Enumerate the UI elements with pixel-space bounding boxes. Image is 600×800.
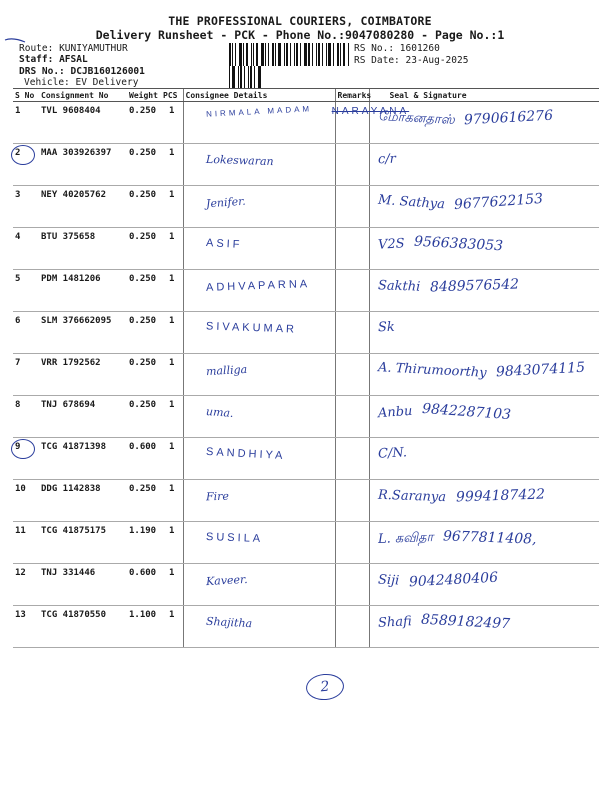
signature-cell [369, 606, 599, 648]
consignee-handwriting: ADHVAPARNA [205, 278, 310, 294]
weight-cell: 0.600 [127, 438, 161, 480]
consignee-cell [183, 480, 335, 522]
signature-handwriting: V2S [377, 236, 405, 253]
consignee-handwriting: Lokeswaran [205, 152, 274, 169]
drs-label: DRS No.: [19, 66, 65, 77]
weight-cell: 1.100 [127, 606, 161, 648]
signature-phone-handwriting: 9843074115 [495, 359, 586, 381]
drs-value: DCJB160126001 [70, 66, 145, 77]
runsheet-table [13, 88, 599, 648]
sno-cell [13, 312, 39, 354]
remarks-cell [335, 606, 369, 648]
sno-cell [13, 396, 39, 438]
pcs-cell: 1 [161, 228, 183, 270]
col-header-pcs: PCS [161, 89, 183, 102]
signature-cell [369, 522, 599, 564]
consignee-cell [183, 144, 335, 186]
consignee-handwriting: Jenifer. [205, 194, 246, 211]
table-row [13, 144, 599, 186]
table-row [13, 102, 599, 144]
consignment-no-cell: VRR 1792562 [39, 354, 127, 396]
consignee-handwriting: malliga [205, 362, 247, 379]
signature-cell [369, 270, 599, 312]
signature-handwriting: Siji [377, 572, 400, 589]
route-line [19, 43, 128, 54]
barcode-image [229, 43, 350, 66]
signature-phone-handwriting: 9790616276 [463, 107, 554, 129]
consignee-cell [183, 564, 335, 606]
table-row [13, 606, 599, 648]
col-header-signature: Seal & Signature [369, 89, 599, 102]
remarks-cell [335, 480, 369, 522]
signature-cell [369, 144, 599, 186]
weight-cell: 1.190 [127, 522, 161, 564]
sno-cell [13, 480, 39, 522]
signature-cell [369, 354, 599, 396]
table-row [13, 396, 599, 438]
consignee-handwriting: SUSILA [205, 531, 263, 545]
pcs-cell: 1 [161, 606, 183, 648]
sno-cell [13, 564, 39, 606]
signature-phone-handwriting: 9842287103 [421, 400, 512, 424]
consignment-no-cell: BTU 375658 [39, 228, 127, 270]
col-header-consignment: Consignment No [39, 89, 127, 102]
sno-cell [13, 354, 39, 396]
col-header-consignee: Consignee Details [183, 89, 335, 102]
consignee-handwriting: NIRMALA MADAM [205, 104, 312, 119]
signature-handwriting: மோகனதாஸ் [377, 109, 455, 128]
runsheet-title: THE PROFESSIONAL COURIERS, COIMBATORE [168, 14, 432, 28]
rs-no-value: 1601260 [399, 43, 440, 54]
sno-cell [13, 270, 39, 312]
consignment-no-cell: MAA 303926397 [39, 144, 127, 186]
sno-cell [13, 522, 39, 564]
signature-cell [369, 186, 599, 228]
signature-phone-handwriting: 8489576542 [429, 276, 520, 296]
consignee-handwriting: Shajitha [205, 614, 252, 631]
consignee-handwriting: Fire [205, 489, 229, 504]
consignee-handwriting: SIVAKUMAR [205, 320, 297, 336]
signature-phone-handwriting: 9677622153 [453, 190, 544, 214]
sno-value: 3 [15, 190, 21, 200]
signature-handwriting: M. Sathya [377, 192, 445, 213]
signature-cell [369, 480, 599, 522]
sno-value: 7 [15, 358, 21, 368]
signature-handwriting: R.Saranya [377, 487, 446, 506]
consignment-no-cell: TCG 41871398 [39, 438, 127, 480]
route-value: KUNIYAMUTHUR [59, 43, 128, 54]
pcs-cell: 1 [161, 354, 183, 396]
staff-label: Staff: [19, 54, 54, 65]
pcs-cell: 1 [161, 564, 183, 606]
drs-line [19, 66, 145, 77]
col-header-weight: Weight [127, 89, 161, 102]
consignee-cell [183, 522, 335, 564]
pcs-cell: 1 [161, 144, 183, 186]
pen-stroke-mark [3, 36, 29, 48]
consignee-cell [183, 102, 410, 144]
weight-cell: 0.250 [127, 396, 161, 438]
sno-value: 6 [15, 316, 21, 326]
table-row [13, 480, 599, 522]
signature-handwriting: L. கவிதா [377, 530, 433, 547]
weight-cell: 0.250 [127, 354, 161, 396]
signature-handwriting: Sakthi [377, 278, 421, 295]
remarks-cell [335, 438, 369, 480]
pcs-cell: 1 [161, 270, 183, 312]
signature-cell [369, 564, 599, 606]
consignment-no-cell: SLM 376662095 [39, 312, 127, 354]
remarks-cell [335, 564, 369, 606]
consignee-cell [183, 186, 335, 228]
sno-circle-mark [11, 439, 35, 459]
remarks-cell [335, 354, 369, 396]
consignment-no-cell: TCG 41875175 [39, 522, 127, 564]
consignee-cell [183, 228, 335, 270]
signature-phone-handwriting: 9994187422 [455, 486, 545, 506]
signature-handwriting: Shafi [377, 614, 412, 631]
consignee-cell [183, 438, 335, 480]
signature-phone-handwriting: 8589182497 [420, 611, 511, 633]
remarks-cell [335, 522, 369, 564]
signature-handwriting: c/r [377, 151, 396, 168]
col-header-remarks: Remarks [335, 89, 369, 102]
signature-handwriting: C/N. [377, 445, 407, 462]
table-row [13, 438, 599, 480]
remarks-cell [335, 144, 369, 186]
rs-date-value: 23-Aug-2025 [405, 55, 469, 66]
sno-cell [13, 606, 39, 648]
consignee-cell [183, 270, 335, 312]
weight-cell: 0.250 [127, 144, 161, 186]
signature-cell [369, 438, 599, 480]
rs-no-line [354, 43, 440, 54]
sno-value: 8 [15, 400, 21, 410]
route-label: Route: [19, 43, 54, 54]
signature-phone-handwriting: 9677811408, [442, 528, 537, 548]
sno-value: 12 [15, 568, 26, 578]
remarks-cell [335, 312, 369, 354]
weight-cell: 0.250 [127, 480, 161, 522]
consignment-no-cell: TNJ 331446 [39, 564, 127, 606]
vehicle-label: Vehicle: [24, 77, 70, 88]
consignment-no-cell: PDM 1481206 [39, 270, 127, 312]
consignee-cell [183, 396, 335, 438]
consignee-handwriting: ASIF [205, 237, 243, 251]
staff-line [19, 54, 88, 65]
sno-value: 2 [15, 148, 20, 158]
signature-handwriting: A. Thirumoorthy [377, 360, 487, 381]
table-row [13, 354, 599, 396]
signature-cell [369, 312, 599, 354]
consignee-handwriting: Kaveer. [205, 572, 248, 589]
col-header-sno: S No [13, 89, 39, 102]
consignee-handwriting: uma. [205, 405, 234, 420]
weight-cell: 0.250 [127, 228, 161, 270]
consignment-no-cell: TCG 41870550 [39, 606, 127, 648]
vehicle-value: EV Delivery [75, 77, 139, 88]
consignee-handwriting: SANDHIYA [205, 445, 286, 463]
sno-value: 11 [15, 526, 26, 536]
sno-cell [13, 144, 39, 186]
pcs-cell: 1 [161, 438, 183, 480]
weight-cell: 0.250 [127, 270, 161, 312]
signature-handwriting: Anbu [377, 403, 413, 422]
table-row [13, 312, 599, 354]
sno-value: 1 [15, 106, 21, 116]
sno-cell [13, 438, 39, 480]
consignment-no-cell: DDG 1142838 [39, 480, 127, 522]
consignee-handwriting-line2: NARAYANA [331, 106, 410, 117]
signature-phone-handwriting: 9566383053 [413, 233, 504, 255]
vehicle-line [24, 77, 138, 88]
pcs-cell: 1 [161, 480, 183, 522]
weight-cell: 0.250 [127, 102, 161, 144]
weight-cell: 0.600 [127, 564, 161, 606]
consignment-no-cell: TNJ 678694 [39, 396, 127, 438]
weight-cell: 0.250 [127, 186, 161, 228]
sno-circle-mark [11, 145, 35, 165]
table-row [13, 186, 599, 228]
weight-cell: 0.250 [127, 312, 161, 354]
consignee-cell [183, 312, 335, 354]
sno-value: 9 [15, 442, 20, 452]
rs-no-label: RS No.: [354, 43, 395, 54]
remarks-cell [335, 270, 369, 312]
consignee-cell [183, 354, 335, 396]
signature-handwriting: Sk [377, 319, 395, 336]
table-row [13, 228, 599, 270]
sno-value: 4 [15, 232, 21, 242]
consignee-cell [183, 606, 335, 648]
consignment-no-cell: NEY 40205762 [39, 186, 127, 228]
pcs-cell: 1 [161, 312, 183, 354]
sno-value: 10 [15, 484, 26, 494]
remarks-cell [335, 186, 369, 228]
signature-phone-handwriting: 9042480406 [408, 569, 499, 591]
signature-cell [369, 228, 599, 270]
runsheet-subtitle: Delivery Runsheet - PCK - Phone No.:9047080280 - Page No.:1 [95, 28, 505, 42]
table-header-row [13, 89, 599, 102]
signature-cell [369, 396, 599, 438]
rs-date-line [354, 55, 468, 66]
sno-cell [13, 186, 39, 228]
consignment-no-cell: TVL 9608404 [39, 102, 127, 144]
pcs-cell: 1 [161, 396, 183, 438]
page-mark-circle: 2 [305, 672, 345, 701]
rs-date-label: RS Date: [354, 55, 400, 66]
table-row [13, 522, 599, 564]
remarks-cell [335, 396, 369, 438]
table-row [13, 270, 599, 312]
remarks-cell [335, 228, 369, 270]
sno-cell [13, 102, 39, 144]
staff-value: AFSAL [59, 54, 88, 65]
sno-cell [13, 228, 39, 270]
pcs-cell: 1 [161, 102, 183, 144]
table-row [13, 564, 599, 606]
pcs-cell: 1 [161, 186, 183, 228]
sno-value: 13 [15, 610, 26, 620]
pcs-cell: 1 [161, 522, 183, 564]
sno-value: 5 [15, 274, 21, 284]
